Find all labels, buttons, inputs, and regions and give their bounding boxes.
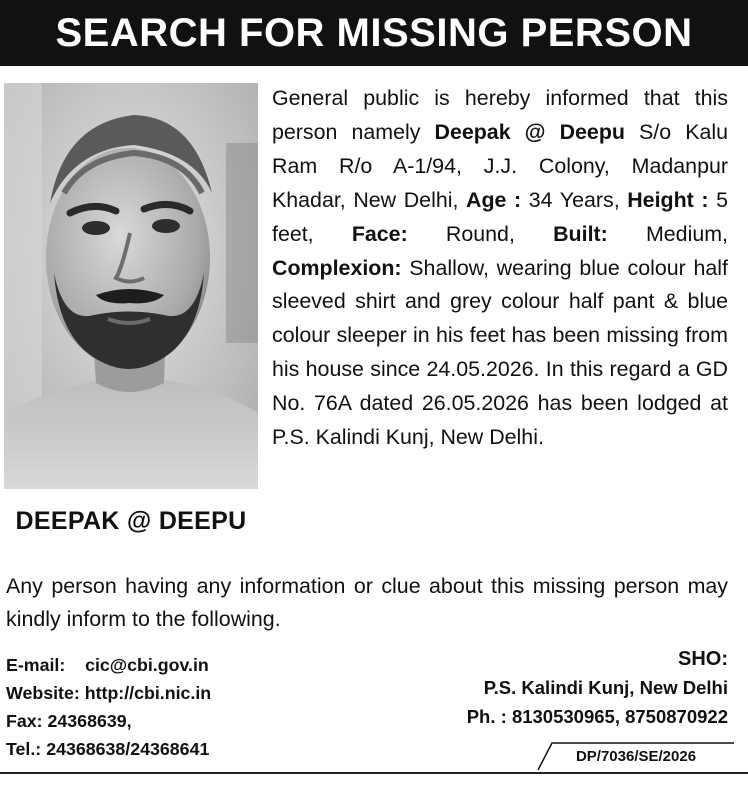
photo-caption: DEEPAK @ DEEPU: [15, 507, 247, 535]
email-link[interactable]: cic@cbi.gov.in: [85, 655, 209, 675]
sho-phone-row: [348, 702, 728, 731]
fax-label: Fax:: [6, 711, 43, 731]
tel-label: Tel.:: [6, 739, 42, 759]
description-details: Shallow, wearing blue colour half sleeved shirt and grey colour half pant & blue colour sleeper in his feet has been missing from his house since 24.05.2026. In this regard a GD No. 76A dated 26.05.2026 has been lodged at P.S. Kalindi Kunj, New Delhi.: [272, 255, 728, 450]
website-label: Website:: [6, 683, 80, 703]
notice-header: [0, 0, 748, 66]
reference-number-box: [536, 741, 736, 771]
age-label: Age :: [466, 187, 522, 212]
sho-title: SHO:: [678, 648, 728, 670]
portrait-illustration: [4, 83, 258, 489]
cbi-contacts: [6, 651, 336, 763]
parentage-address: S/o Kalu Ram R/o A-1/94, J.J. Colony, Madanpur Khadar, New Delhi,: [272, 119, 729, 212]
built-value: Medium,: [607, 221, 728, 246]
email-row: [6, 651, 336, 679]
face-value: Round,: [407, 221, 554, 246]
person-description: [272, 82, 728, 455]
email-label: E-mail:: [6, 655, 66, 675]
built-label: Built:: [553, 221, 608, 246]
height-label: Height :: [627, 187, 709, 212]
person-name: Deepak @ Deepu: [434, 119, 625, 144]
height-value: 5 feet,: [272, 187, 728, 246]
website-link[interactable]: http://cbi.nic.in: [84, 683, 212, 703]
bottom-divider: [0, 772, 748, 774]
complexion-label: Complexion:: [272, 255, 402, 280]
public-appeal: Any person having any information or clue about this missing person may kindly inform to the following.: [6, 574, 728, 631]
age-value: 34 Years,: [521, 187, 628, 212]
face-label: Face:: [351, 221, 408, 246]
fax-row: [6, 707, 336, 735]
fax-number: 24368639,: [47, 711, 132, 731]
sho-contact: [348, 646, 728, 731]
tel-number: 24368638/24368641: [46, 739, 210, 759]
reference-number: DP/7036/SE/2026: [575, 747, 697, 765]
tel-row: [6, 735, 336, 763]
website-row: [6, 679, 336, 707]
phone-numbers: 8130530965, 8750870922: [511, 706, 728, 727]
phone-label: Ph. :: [466, 706, 507, 727]
notice-title: SEARCH FOR MISSING PERSON: [55, 10, 693, 55]
police-station: P.S. Kalindi Kunj, New Delhi: [483, 677, 728, 698]
intro-text: General public is hereby informed that this person namely: [272, 86, 728, 144]
missing-person-photo: [4, 83, 258, 489]
